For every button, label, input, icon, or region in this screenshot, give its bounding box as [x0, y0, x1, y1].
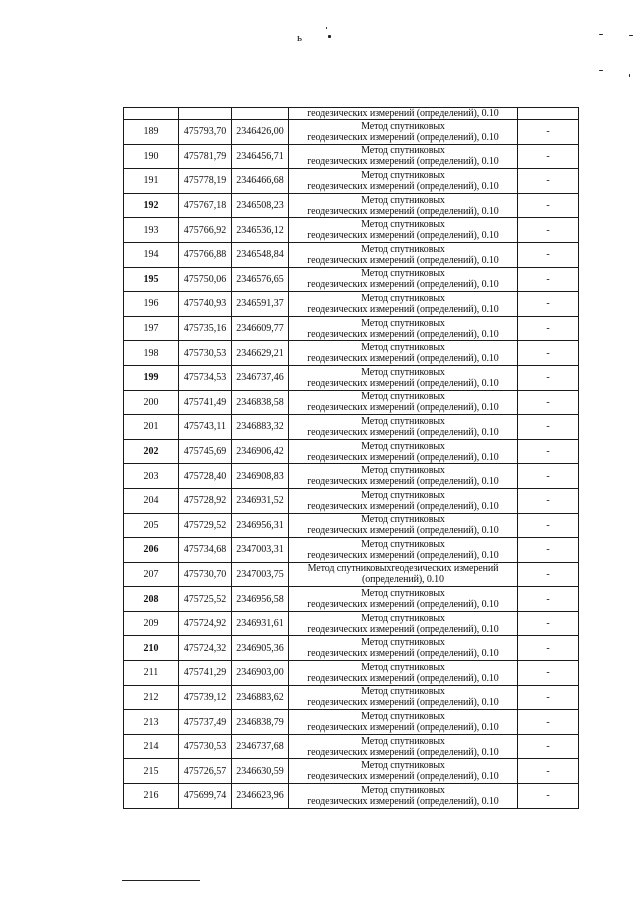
cell-method	[289, 242, 518, 267]
table-row	[124, 636, 579, 661]
cell-note: -	[518, 784, 579, 809]
cell-x: 475793,70	[179, 120, 232, 145]
cell-x: 475724,92	[179, 611, 232, 636]
cell-method	[289, 464, 518, 489]
cell-number: 198	[124, 341, 179, 366]
method-line-2: геодезических измерений (определений), 0.10	[307, 303, 499, 315]
cell-note: -	[518, 144, 579, 169]
method-line-1: Метод спутниковых	[361, 268, 445, 280]
cell-y: 2346426,00	[232, 120, 289, 145]
cell-number: 202	[124, 439, 179, 464]
cell-method	[289, 784, 518, 809]
cell-x: 475781,79	[179, 144, 232, 169]
footnote-line	[122, 880, 200, 881]
scan-dash-right-1	[599, 34, 603, 35]
cell-number: 211	[124, 661, 179, 686]
cell-y: 2346956,31	[232, 513, 289, 538]
cell-y: 2346576,65	[232, 267, 289, 292]
table-row	[124, 464, 579, 489]
cell-number: 195	[124, 267, 179, 292]
cell-x: 475766,88	[179, 242, 232, 267]
cell-x: 475741,29	[179, 661, 232, 686]
method-line-2: геодезических измерений (определений), 0.10	[307, 549, 499, 561]
cell-note: -	[518, 439, 579, 464]
scan-dot-top	[328, 35, 331, 38]
method-line-1: Метод спутниковых	[361, 489, 445, 501]
cell-y: 2346536,12	[232, 218, 289, 243]
table-row	[124, 710, 579, 735]
cell-method	[289, 734, 518, 759]
cell-x: 475735,16	[179, 316, 232, 341]
method-line-2: геодезических измерений (определений), 0.10	[307, 402, 499, 414]
cell-method	[289, 316, 518, 341]
cell-number: 190	[124, 144, 179, 169]
method-line-2: геодезических измерений (определений), 0.10	[307, 205, 499, 217]
method-line-1: Метод спутниковых	[361, 317, 445, 329]
method-line-2: геодезических измерений (определений), 0.10	[307, 599, 499, 611]
table-row	[124, 144, 579, 169]
cell-note: -	[518, 292, 579, 317]
method-line-1: Метод спутниковых	[361, 219, 445, 231]
cell-note: -	[518, 218, 579, 243]
method-text: геодезических измерений (определений), 0.10	[307, 108, 499, 119]
cell-note: -	[518, 562, 579, 587]
cell-number: 192	[124, 193, 179, 218]
method-line-2: геодезических измерений (определений), 0.10	[307, 648, 499, 660]
table-row	[124, 513, 579, 538]
cell-method	[289, 415, 518, 440]
method-line-2: геодезических измерений (определений), 0.10	[307, 254, 499, 266]
cell-y: 2346838,58	[232, 390, 289, 415]
method-line-2: геодезических измерений (определений), 0.10	[307, 623, 499, 635]
cell-number: 191	[124, 169, 179, 194]
cell-note: -	[518, 242, 579, 267]
table-row	[124, 587, 579, 612]
cell-x: 475778,19	[179, 169, 232, 194]
cell-method	[289, 759, 518, 784]
cell-note: -	[518, 415, 579, 440]
table-row	[124, 193, 579, 218]
table-row	[124, 292, 579, 317]
cell-number: 208	[124, 587, 179, 612]
cell-y: 2346931,52	[232, 488, 289, 513]
cell-method	[289, 513, 518, 538]
cell-note: -	[518, 464, 579, 489]
cell-number: 206	[124, 538, 179, 563]
cell-note: -	[518, 685, 579, 710]
method-line-1: Метод спутниковых	[361, 415, 445, 427]
cell-method	[289, 218, 518, 243]
cell-note: -	[518, 365, 579, 390]
table-row	[124, 316, 579, 341]
cell-method	[289, 488, 518, 513]
cell-number: 216	[124, 784, 179, 809]
cell-x: 475767,18	[179, 193, 232, 218]
method-line-2: геодезических измерений (определений), 0.10	[307, 377, 499, 389]
cell-note: -	[518, 316, 579, 341]
method-line-2: геодезических измерений (определений), 0.10	[307, 426, 499, 438]
table-row	[124, 267, 579, 292]
method-line-1: Метод спутниковых	[361, 440, 445, 452]
cell-x: 475730,53	[179, 734, 232, 759]
method-line-2: (определений), 0.10	[362, 574, 444, 586]
method-line-1: Метод спутниковых	[361, 735, 445, 747]
cell-y: 2346883,32	[232, 415, 289, 440]
cell-y: 2346931,61	[232, 611, 289, 636]
cell-number: 200	[124, 390, 179, 415]
cell-method	[289, 292, 518, 317]
cell-y: 2346908,83	[232, 464, 289, 489]
scan-dash-right-3	[599, 70, 603, 71]
cell-x: 475745,69	[179, 439, 232, 464]
table-row	[124, 759, 579, 784]
cell-y: 2346905,36	[232, 636, 289, 661]
cell-number: 204	[124, 488, 179, 513]
cell-x: 475734,53	[179, 365, 232, 390]
table-row	[124, 661, 579, 686]
cell-number: 203	[124, 464, 179, 489]
scan-dot-top-small	[326, 27, 327, 29]
cell-number: 196	[124, 292, 179, 317]
method-line-1: Метод спутниковых	[361, 637, 445, 649]
cell-method	[289, 267, 518, 292]
table-row	[124, 365, 579, 390]
cell-number: 215	[124, 759, 179, 784]
method-line-2: геодезических измерений (определений), 0.10	[307, 451, 499, 463]
cell-note: -	[518, 267, 579, 292]
cell-note: -	[518, 611, 579, 636]
table-row	[124, 538, 579, 563]
cell-x: 475730,70	[179, 562, 232, 587]
method-line-2: геодезических измерений (определений), 0.10	[307, 722, 499, 734]
cell-number: 210	[124, 636, 179, 661]
method-line-1: Метод спутниковых	[361, 120, 445, 132]
cell-y: 2346466,68	[232, 169, 289, 194]
cell-number: 212	[124, 685, 179, 710]
cell-note: -	[518, 120, 579, 145]
cell-note: -	[518, 488, 579, 513]
method-line-1: Метод спутниковых	[361, 538, 445, 550]
cell-method	[289, 390, 518, 415]
cell-x: 475725,52	[179, 587, 232, 612]
cell-method	[289, 685, 518, 710]
cell-number: 189	[124, 120, 179, 145]
table-row	[124, 415, 579, 440]
cell-number: 207	[124, 562, 179, 587]
table-row	[124, 685, 579, 710]
method-line-2: геодезических измерений (определений), 0.10	[307, 525, 499, 537]
coordinates-table-body	[124, 108, 579, 809]
cell-method	[289, 538, 518, 563]
cell-x: 475766,92	[179, 218, 232, 243]
cell-note: -	[518, 734, 579, 759]
cell-note: -	[518, 341, 579, 366]
cell-y: 2346956,58	[232, 587, 289, 612]
cell-x: 475726,57	[179, 759, 232, 784]
method-line-2: геодезических измерений (определений), 0.10	[307, 771, 499, 783]
method-line-1: Метод спутниковых	[361, 169, 445, 181]
table-row	[124, 120, 579, 145]
method-line-1: Метод спутниковых	[361, 612, 445, 624]
cell-method	[289, 193, 518, 218]
cell-x: 475699,74	[179, 784, 232, 809]
cell-x: 475728,92	[179, 488, 232, 513]
cell-method	[289, 611, 518, 636]
cell-note: -	[518, 513, 579, 538]
table-row	[124, 242, 579, 267]
cell-x: 475724,32	[179, 636, 232, 661]
method-line-2: геодезических измерений (определений), 0.10	[307, 180, 499, 192]
method-line-2: геодезических измерений (определений), 0.10	[307, 500, 499, 512]
method-line-1: Метод спутниковых	[361, 784, 445, 796]
scan-mark-top: ь	[297, 32, 303, 44]
method-line-2: геодезических измерений (определений), 0.10	[307, 672, 499, 684]
cell-method	[289, 365, 518, 390]
cell-x: 475750,06	[179, 267, 232, 292]
table-row	[124, 169, 579, 194]
cell-x: 475743,11	[179, 415, 232, 440]
scan-dash-right-2	[629, 35, 633, 36]
method-line-2: геодезических измерений (определений), 0.10	[307, 156, 499, 168]
method-line-2: геодезических измерений (определений), 0.10	[307, 476, 499, 488]
method-line-1: Метод спутниковых	[361, 661, 445, 673]
cell-note: -	[518, 169, 579, 194]
method-line-1: Метод спутниковых	[361, 686, 445, 698]
cell-number: 201	[124, 415, 179, 440]
cell-note: -	[518, 538, 579, 563]
cell-number: 213	[124, 710, 179, 735]
method-line-2: геодезических измерений (определений), 0.10	[307, 697, 499, 709]
cell-x: 475734,68	[179, 538, 232, 563]
method-line-2: геодезических измерений (определений), 0.10	[307, 131, 499, 143]
method-line-2: геодезических измерений (определений), 0.10	[307, 353, 499, 365]
method-line-1: Метод спутниковых	[361, 588, 445, 600]
method-line-2: геодезических измерений (определений), 0.10	[307, 230, 499, 242]
cell-note: -	[518, 710, 579, 735]
cell-y: 2346629,21	[232, 341, 289, 366]
cell-note: -	[518, 193, 579, 218]
method-line-1: Метод спутниковыхгеодезических измерений	[307, 563, 499, 575]
table-row	[124, 218, 579, 243]
cell-x: 475730,53	[179, 341, 232, 366]
cell-y	[232, 108, 289, 120]
cell-method	[289, 710, 518, 735]
table-row	[124, 784, 579, 809]
method-line-2: геодезических измерений (определений), 0.10	[307, 328, 499, 340]
cell-note	[518, 108, 579, 120]
cell-x: 475728,40	[179, 464, 232, 489]
table-row	[124, 562, 579, 587]
method-line-1: Метод спутниковых	[361, 391, 445, 403]
cell-number: 205	[124, 513, 179, 538]
method-line-1: Метод спутниковых	[361, 465, 445, 477]
cell-y: 2346737,68	[232, 734, 289, 759]
method-line-2: геодезических измерений (определений), 0.10	[307, 746, 499, 758]
cell-x: 475729,52	[179, 513, 232, 538]
method-line-2: геодезических измерений (определений), 0.10	[307, 279, 499, 291]
cell-method	[289, 661, 518, 686]
cell-y: 2346591,37	[232, 292, 289, 317]
method-line-1: Метод спутниковых	[361, 514, 445, 526]
cell-x	[179, 108, 232, 120]
cell-method	[289, 144, 518, 169]
cell-number: 194	[124, 242, 179, 267]
method-line-1: Метод спутниковых	[361, 760, 445, 772]
method-line-1: Метод спутниковых	[361, 145, 445, 157]
cell-method	[289, 169, 518, 194]
cell-note: -	[518, 661, 579, 686]
cell-method	[289, 562, 518, 587]
cell-number: 199	[124, 365, 179, 390]
cell-note: -	[518, 587, 579, 612]
cell-y: 2346906,42	[232, 439, 289, 464]
table-row	[124, 390, 579, 415]
cell-x: 475739,12	[179, 685, 232, 710]
cell-note: -	[518, 390, 579, 415]
cell-note: -	[518, 759, 579, 784]
coordinates-table	[123, 107, 579, 809]
table-row	[124, 611, 579, 636]
cell-y: 2346630,59	[232, 759, 289, 784]
cell-method	[289, 341, 518, 366]
cell-number: 214	[124, 734, 179, 759]
method-line-1: Метод спутниковых	[361, 366, 445, 378]
cell-number	[124, 108, 179, 120]
cell-x: 475741,49	[179, 390, 232, 415]
method-line-1: Метод спутниковых	[361, 243, 445, 255]
cell-y: 2346456,71	[232, 144, 289, 169]
table-row	[124, 734, 579, 759]
cell-y: 2346838,79	[232, 710, 289, 735]
cell-y: 2346508,23	[232, 193, 289, 218]
cell-y: 2346609,77	[232, 316, 289, 341]
cell-y: 2346737,46	[232, 365, 289, 390]
cell-number: 197	[124, 316, 179, 341]
table-row	[124, 488, 579, 513]
cell-y: 2347003,31	[232, 538, 289, 563]
scan-dash-right-4	[629, 74, 630, 77]
cell-method	[289, 587, 518, 612]
cell-x: 475740,93	[179, 292, 232, 317]
table-row-continuation	[124, 108, 579, 120]
method-line-1: Метод спутниковых	[361, 292, 445, 304]
method-line-1: Метод спутниковых	[361, 342, 445, 354]
cell-y: 2346548,84	[232, 242, 289, 267]
cell-method	[289, 439, 518, 464]
table-row	[124, 439, 579, 464]
method-line-1: Метод спутниковых	[361, 711, 445, 723]
cell-y: 2346623,96	[232, 784, 289, 809]
method-line-1: Метод спутниковых	[361, 194, 445, 206]
cell-method	[289, 108, 518, 120]
cell-note: -	[518, 636, 579, 661]
cell-y: 2347003,75	[232, 562, 289, 587]
cell-number: 193	[124, 218, 179, 243]
cell-number: 209	[124, 611, 179, 636]
cell-method	[289, 120, 518, 145]
cell-x: 475737,49	[179, 710, 232, 735]
method-line-2: геодезических измерений (определений), 0.10	[307, 795, 499, 807]
cell-method	[289, 636, 518, 661]
table-row	[124, 341, 579, 366]
cell-y: 2346903,00	[232, 661, 289, 686]
cell-y: 2346883,62	[232, 685, 289, 710]
